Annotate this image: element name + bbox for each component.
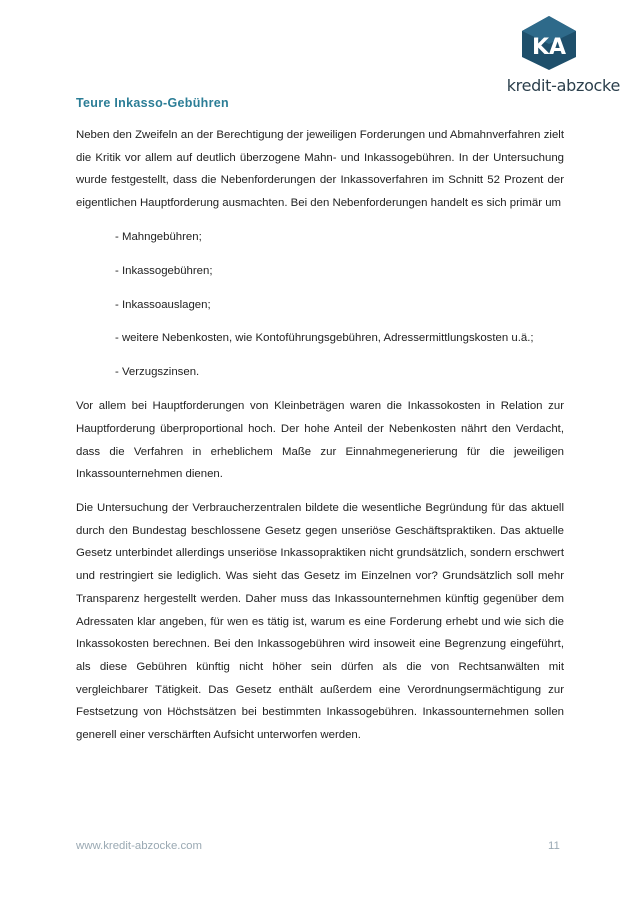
page-number: 11 (548, 840, 560, 852)
ka-logo-icon (518, 14, 580, 72)
logo-wordmark: kredit-abzocke (506, 76, 620, 95)
list-item: - weitere Nebenkosten, wie Kontoführungsgebühren, Adressermittlungskosten u.ä.; (115, 332, 534, 345)
section-heading: Teure Inkasso-Gebühren (76, 96, 229, 110)
logo-mark-text: KA (531, 35, 567, 60)
document-body (76, 124, 564, 747)
intro-paragraph: Neben den Zweifeln an der Berechtigung der jeweiligen Forderungen und Abmahnverfahren zielt die Kritik vor allem auf deutlich überzogene Mahn- und Inkassogebühren. In der Untersuchung wurde festgestellt, dass die Nebenforderungen der Inkassoverfahren im Schnitt 52 Prozent der eigentlichen Hauptforderung ausmachten. Bei den Nebenforderungen handelt es sich primär um (76, 129, 564, 210)
brand-logo (480, 14, 620, 96)
list-item: - Inkassogebühren; (115, 264, 213, 277)
footer-url: www.kredit-abzocke.com (76, 840, 202, 852)
list-item: - Inkassoauslagen; (115, 298, 211, 311)
paragraph-small-claims: Vor allem bei Hauptforderungen von Kleinbeträgen waren die Inkassokosten in Relation zur Hauptforderung überproportional hoch. Der hohe Anteil der Nebenkosten nährt den Verdacht, dass die Verfahren in erheblichem Maße zur Einnahmegenerierung für die jeweiligen Inkassounternehmen dienen. (76, 400, 564, 481)
fee-list (76, 226, 564, 384)
list-item: - Verzugszinsen. (115, 366, 200, 379)
paragraph-law: Die Untersuchung der Verbraucherzentralen bildete die wesentliche Begründung für das aktuell durch den Bundestag beschlossene Gesetz gegen unseriöse Geschäftspraktiken. Das aktuelle Gesetz unterbindet allerdings unseriöse Inkassopraktiken nicht grundsätzlich, sondern erschwert und restringiert sie lediglich. Was sieht das Gesetz im Einzelnen vor? Grundsätzlich soll mehr Transparenz hergestellt werden. Daher muss das Inkassounternehmen künftig gegenüber dem Adressaten klar angeben, für wen es tätig ist, warum es eine Forderung erhebt und wie sich die Inkassokosten berechnen. Bei den Inkassogebühren wird insoweit eine Begrenzung eingeführt, als diese Gebühren künftig nicht höher sein dürfen als die von Rechtsanwälten mit vergleichbarer Tätigkeit. Das Gesetz enthält außerdem eine Verordnungsermächtigung zur Festsetzung von Höchstsätzen bei bestimmten Inkassogebühren. Inkassounternehmen sollen generell einer verschärften Aufsicht unterworfen werden. (76, 502, 564, 742)
list-item: - Mahngebühren; (115, 230, 202, 243)
